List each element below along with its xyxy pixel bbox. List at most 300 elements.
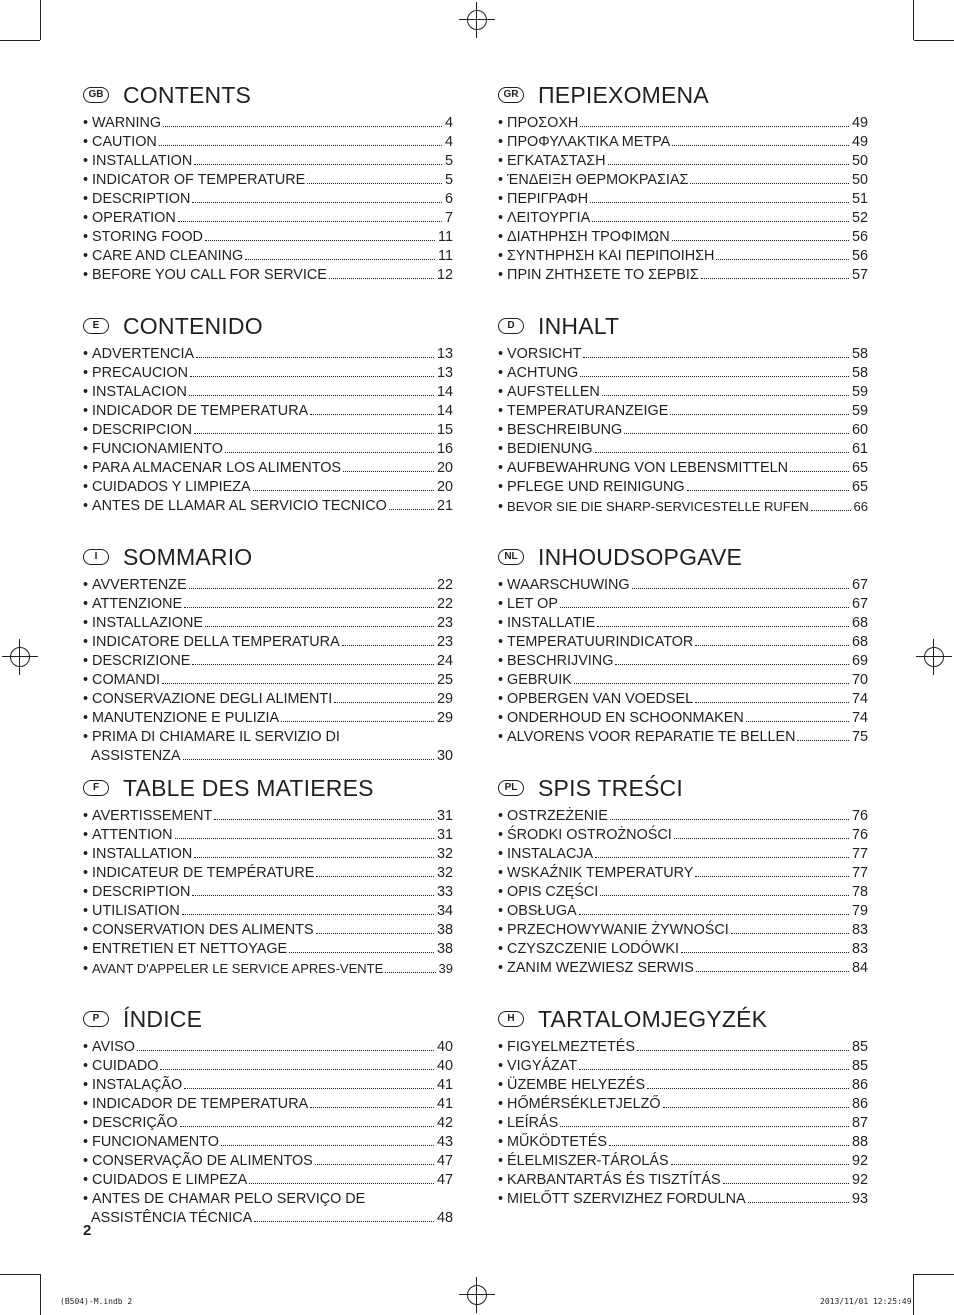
slug-file: (B504)-M.indb 2	[60, 1297, 133, 1306]
entry-page: 38	[436, 941, 453, 957]
bullet: •	[498, 153, 504, 169]
bullet: •	[83, 403, 89, 419]
entry-label: ΠΡΟΦΥΛΑΚΤΙΚΑ ΜΕΤΡΑ	[507, 134, 671, 150]
entry-page: 79	[851, 903, 868, 919]
toc-entry	[498, 902, 868, 921]
dot-leader	[672, 228, 849, 241]
bullet: •	[83, 1096, 89, 1112]
entry-label: ΔΙΑΤΗΡΗΣΗ ΤΡΟΦΙΜΩΝ	[507, 229, 670, 245]
toc-entry	[498, 1076, 868, 1095]
toc-entry	[498, 402, 868, 421]
entry-page: 59	[851, 384, 868, 400]
crop-mark	[913, 0, 914, 40]
toc-entry	[83, 1152, 453, 1171]
toc-section	[498, 311, 868, 536]
bullet: •	[83, 191, 89, 207]
bullet: •	[498, 960, 504, 976]
bullet: •	[498, 210, 504, 226]
entry-label: DESCRIPTION	[92, 884, 191, 900]
toc-column-left	[83, 80, 453, 1235]
entry-page: 65	[851, 460, 868, 476]
dot-leader	[196, 345, 434, 358]
bullet: •	[498, 1153, 504, 1169]
entry-label: ANTES DE CHAMAR PELO SERVIÇO DE	[92, 1191, 366, 1207]
section-header	[498, 1004, 868, 1034]
dot-leader	[580, 364, 849, 377]
dot-leader	[609, 1133, 849, 1146]
entry-label: COMANDI	[92, 672, 161, 688]
entry-page: 83	[851, 941, 868, 957]
bullet: •	[498, 1191, 504, 1207]
dot-leader	[624, 421, 849, 434]
entry-label: INDICADOR DE TEMPERATURA	[92, 1096, 309, 1112]
entry-page: 49	[851, 134, 868, 150]
bullet: •	[83, 267, 89, 283]
dot-leader	[671, 1152, 849, 1165]
dot-leader	[183, 747, 434, 760]
dot-leader	[190, 364, 434, 377]
crop-mark	[914, 40, 954, 41]
dot-leader	[690, 171, 849, 184]
entry-label: OPERATION	[92, 210, 176, 226]
entry-label: DESCRIÇÃO	[92, 1115, 178, 1131]
entry-label: ENTRETIEN ET NETTOYAGE	[92, 941, 288, 957]
toc-entry	[83, 478, 453, 497]
bullet: •	[498, 884, 504, 900]
dot-leader	[696, 959, 849, 972]
bullet: •	[498, 846, 504, 862]
entry-page: 14	[436, 403, 453, 419]
dot-leader	[811, 498, 851, 511]
dot-leader	[595, 845, 849, 858]
toc-entry	[498, 633, 868, 652]
toc-entry	[498, 440, 868, 459]
crop-mark	[914, 1274, 954, 1275]
bullet: •	[498, 460, 504, 476]
toc-entry	[498, 690, 868, 709]
section-header	[83, 542, 453, 572]
toc-entry	[83, 171, 453, 190]
entry-label: INSTALLAZIONE	[92, 615, 203, 631]
language-badge: P	[83, 1011, 109, 1027]
entry-label: ALVORENS VOOR REPARATIE TE BELLEN	[507, 729, 796, 745]
entry-label: PFLEGE UND REINIGUNG	[507, 479, 685, 495]
toc-entry	[83, 709, 453, 728]
bullet: •	[498, 653, 504, 669]
entry-label: MIELŐTT SZERVIZHEZ FORDULNA	[507, 1191, 746, 1207]
entry-page: 74	[851, 691, 868, 707]
bullet: •	[83, 903, 89, 919]
dot-leader	[253, 478, 434, 491]
bullet: •	[83, 729, 89, 745]
bullet: •	[498, 827, 504, 843]
crop-mark	[40, 1274, 41, 1315]
entry-label: WSKAŹNIK TEMPERATURY	[507, 865, 694, 881]
bullet: •	[498, 865, 504, 881]
dot-leader	[178, 209, 442, 222]
entry-label: INSTALACION	[92, 384, 187, 400]
entry-label: BESCHREIBUNG	[507, 422, 623, 438]
bullet: •	[498, 479, 504, 495]
entry-page: 38	[436, 922, 453, 938]
bullet: •	[83, 384, 89, 400]
language-badge: GR	[498, 87, 524, 103]
entry-page: 56	[851, 248, 868, 264]
entry-label: OPIS CZĘŚCI	[507, 884, 599, 900]
bullet: •	[83, 1191, 89, 1207]
entry-label: DESCRIPTION	[92, 191, 191, 207]
dot-leader	[160, 1057, 434, 1070]
bullet: •	[498, 1096, 504, 1112]
toc-entry	[83, 1114, 453, 1133]
entry-page: 20	[436, 479, 453, 495]
toc-entry	[498, 459, 868, 478]
bullet: •	[498, 134, 504, 150]
entry-label: OBSŁUGA	[507, 903, 577, 919]
entry-page: 52	[851, 210, 868, 226]
section-header	[498, 773, 868, 803]
dot-leader	[194, 421, 434, 434]
slug-timestamp: 2013/11/01 12:25:49	[820, 1297, 912, 1306]
entry-label: BESCHRIJVING	[507, 653, 614, 669]
entry-page: 70	[851, 672, 868, 688]
toc-entry	[83, 845, 453, 864]
entry-label: ΕΓΚΑΤΑΣΤΑΣΗ	[507, 153, 606, 169]
toc-entry	[83, 671, 453, 690]
entry-page: 5	[444, 172, 453, 188]
entry-page: 57	[851, 267, 868, 283]
entry-page: 76	[851, 827, 868, 843]
section-header	[498, 542, 868, 572]
bullet: •	[498, 808, 504, 824]
entry-page: 33	[436, 884, 453, 900]
dot-leader	[695, 690, 849, 703]
entry-page: 41	[436, 1077, 453, 1093]
bullet: •	[83, 865, 89, 881]
bullet: •	[83, 460, 89, 476]
toc-entry	[498, 807, 868, 826]
entry-label-continued: ASSISTÊNCIA TÉCNICA	[91, 1210, 253, 1226]
entry-label: CAUTION	[92, 134, 157, 150]
entry-page: 50	[851, 153, 868, 169]
toc-entry	[498, 959, 868, 978]
entry-page: 22	[436, 596, 453, 612]
entry-label: AVANT D'APPELER LE SERVICE APRES-VENTE	[92, 961, 384, 976]
toc-entry	[83, 883, 453, 902]
bullet: •	[498, 1039, 504, 1055]
entry-label: OSTRZEŻENIE	[507, 808, 608, 824]
dot-leader	[723, 1171, 849, 1184]
entry-page: 74	[851, 710, 868, 726]
entry-label: FUNCIONAMIENTO	[92, 441, 223, 457]
entry-label: CUIDADO	[92, 1058, 159, 1074]
entry-label: INSTALLATIE	[507, 615, 596, 631]
entry-label: ONDERHOUD EN SCHOONMAKEN	[507, 710, 744, 726]
dot-leader	[137, 1038, 434, 1051]
entry-label: UTILISATION	[92, 903, 180, 919]
dot-leader	[632, 576, 849, 589]
registration-mark-icon	[459, 1277, 495, 1313]
toc-entry	[498, 1152, 868, 1171]
entry-page: 13	[436, 346, 453, 362]
dot-leader	[192, 190, 442, 203]
toc-column-right	[498, 80, 868, 1235]
bullet: •	[498, 577, 504, 593]
toc-entry	[83, 1171, 453, 1190]
dot-leader	[334, 690, 434, 703]
entry-label: BEVOR SIE DIE SHARP-SERVICESTELLE RUFEN	[507, 499, 809, 514]
dot-leader	[579, 902, 849, 915]
entry-page: 21	[436, 498, 453, 514]
bullet: •	[83, 422, 89, 438]
language-badge: F	[83, 780, 109, 796]
toc-entry	[83, 1076, 453, 1095]
dot-leader	[316, 921, 434, 934]
dot-leader	[310, 1095, 434, 1108]
toc-section	[83, 1004, 453, 1229]
toc-section	[498, 80, 868, 305]
bullet: •	[498, 441, 504, 457]
entry-label: DESCRIZIONE	[92, 653, 191, 669]
toc-entry	[498, 921, 868, 940]
section-header	[498, 80, 868, 110]
bullet: •	[83, 210, 89, 226]
section-title: SOMMARIO	[123, 543, 253, 570]
entry-page: 14	[436, 384, 453, 400]
toc-entry	[83, 190, 453, 209]
dot-leader	[597, 614, 849, 627]
language-badge: I	[83, 549, 109, 565]
dot-leader	[315, 1152, 434, 1165]
dot-leader	[580, 114, 849, 127]
entry-page: 15	[436, 422, 453, 438]
entry-page: 7	[444, 210, 453, 226]
bullet: •	[498, 403, 504, 419]
toc-entry	[498, 576, 868, 595]
toc-entry	[498, 709, 868, 728]
entry-page: 77	[851, 846, 868, 862]
toc-entry	[498, 171, 868, 190]
toc-entry	[83, 228, 453, 247]
entry-label: ATTENZIONE	[92, 596, 183, 612]
toc-entry	[498, 228, 868, 247]
language-badge: H	[498, 1011, 524, 1027]
toc-entry	[83, 1038, 453, 1057]
entry-page: 65	[851, 479, 868, 495]
bullet: •	[83, 1134, 89, 1150]
toc-entry	[83, 440, 453, 459]
entry-label: CONSERVATION DES ALIMENTS	[92, 922, 314, 938]
registration-mark-icon	[916, 639, 952, 675]
bullet: •	[498, 634, 504, 650]
bullet: •	[83, 479, 89, 495]
bullet: •	[498, 1077, 504, 1093]
entry-page: 34	[436, 903, 453, 919]
dot-leader	[225, 440, 434, 453]
entry-page: 59	[851, 403, 868, 419]
language-badge: D	[498, 318, 524, 334]
bullet: •	[83, 653, 89, 669]
entry-label: TEMPERATUURINDICATOR	[507, 634, 694, 650]
dot-leader	[162, 671, 434, 684]
toc-entry	[498, 1114, 868, 1133]
toc-entry	[498, 652, 868, 671]
entry-label: MANUTENZIONE E PULIZIA	[92, 710, 280, 726]
bullet: •	[83, 441, 89, 457]
dot-leader	[615, 652, 849, 665]
entry-label: STORING FOOD	[92, 229, 203, 245]
entry-label: AVISO	[92, 1039, 135, 1055]
section-title: INHOUDSOPGAVE	[538, 543, 743, 570]
dot-leader	[343, 459, 434, 472]
bullet: •	[83, 827, 89, 843]
toc-entry	[498, 1038, 868, 1057]
entry-label: LET OP	[507, 596, 558, 612]
dot-leader	[579, 1057, 849, 1070]
toc-entry	[83, 459, 453, 478]
toc-entry	[83, 959, 453, 978]
bullet: •	[83, 346, 89, 362]
page-number: 2	[83, 1222, 92, 1239]
language-badge: E	[83, 318, 109, 334]
toc-section	[83, 773, 453, 998]
entry-page: 23	[436, 615, 453, 631]
bullet: •	[83, 498, 89, 514]
dot-leader	[746, 709, 849, 722]
toc-entry	[83, 595, 453, 614]
dot-leader	[701, 266, 849, 279]
entry-label: OPBERGEN VAN VOEDSEL	[507, 691, 694, 707]
toc-entry	[83, 133, 453, 152]
dot-leader	[329, 266, 434, 279]
bullet: •	[83, 229, 89, 245]
bullet: •	[498, 115, 504, 131]
entry-label: CARE AND CLEANING	[92, 248, 244, 264]
toc-section	[83, 311, 453, 536]
dot-leader	[245, 247, 435, 260]
toc-entry	[83, 940, 453, 959]
bullet: •	[83, 922, 89, 938]
entry-page: 20	[436, 460, 453, 476]
entry-label: INDICATEUR DE TEMPÉRATURE	[92, 865, 315, 881]
bullet: •	[83, 941, 89, 957]
toc-entry	[83, 402, 453, 421]
entry-label: VORSICHT	[507, 346, 582, 362]
entry-page: 12	[436, 267, 453, 283]
dot-leader	[184, 1076, 434, 1089]
entry-label: AVVERTENZE	[92, 577, 187, 593]
dot-leader	[583, 345, 849, 358]
toc-entry	[83, 152, 453, 171]
toc-entry	[83, 690, 453, 709]
entry-label: CUIDADOS E LIMPEZA	[92, 1172, 248, 1188]
entry-label: ΠΡΙΝ ΖΗΤΗΣΕΤΕ ΤΟ ΣΕΡΒΙΣ	[507, 267, 699, 283]
language-badge: GB	[83, 87, 109, 103]
entry-page: 86	[851, 1096, 868, 1112]
entry-page: 23	[436, 634, 453, 650]
dot-leader	[194, 845, 434, 858]
toc-section	[498, 1004, 868, 1229]
entry-page: 75	[851, 729, 868, 745]
section-title: CONTENIDO	[123, 312, 263, 339]
entry-label: GEBRUIK	[507, 672, 572, 688]
toc-entry	[498, 1095, 868, 1114]
entry-page: 25	[436, 672, 453, 688]
entry-page: 67	[851, 577, 868, 593]
entry-label: INSTALAÇÃO	[92, 1077, 183, 1093]
entry-page: 40	[436, 1058, 453, 1074]
toc-entry	[83, 114, 453, 133]
dot-leader	[310, 402, 434, 415]
toc-section	[83, 542, 453, 767]
entry-page: 66	[853, 499, 868, 514]
bullet: •	[83, 884, 89, 900]
dot-leader	[670, 402, 849, 415]
section-title: ÍNDICE	[123, 1005, 203, 1032]
toc-entry	[498, 728, 868, 747]
entry-page: 56	[851, 229, 868, 245]
toc-entry	[83, 364, 453, 383]
toc-entry	[498, 421, 868, 440]
entry-label: CZYSZCZENIE LODÓWKI	[507, 941, 679, 957]
toc-entry	[83, 1057, 453, 1076]
dot-leader	[254, 1209, 434, 1222]
toc-entry	[83, 266, 453, 285]
toc-entry	[83, 1095, 453, 1114]
toc-entry	[498, 152, 868, 171]
entry-page: 60	[851, 422, 868, 438]
entry-page: 39	[438, 961, 453, 976]
bullet: •	[498, 267, 504, 283]
entry-page: 4	[444, 115, 453, 131]
dot-leader	[560, 595, 849, 608]
entry-label: ÜZEMBE HELYEZÉS	[507, 1077, 646, 1093]
dot-leader	[182, 902, 434, 915]
section-title: CONTENTS	[123, 81, 252, 108]
dot-leader	[281, 709, 434, 722]
entry-label: TEMPERATURANZEIGE	[507, 403, 669, 419]
entry-page: 68	[851, 634, 868, 650]
entry-page: 40	[436, 1039, 453, 1055]
entry-label-continued: ASSISTENZA	[91, 748, 181, 764]
crop-mark	[0, 1274, 40, 1275]
dot-leader	[602, 383, 849, 396]
section-header	[83, 311, 453, 341]
bullet: •	[498, 941, 504, 957]
toc-entry	[83, 383, 453, 402]
dot-leader	[192, 652, 434, 665]
entry-page: 68	[851, 615, 868, 631]
entry-label: INSTALACJA	[507, 846, 594, 862]
dot-leader	[560, 1114, 849, 1127]
section-title: TABLE DES MATIERES	[123, 774, 374, 801]
toc-entry	[83, 345, 453, 364]
entry-page: 31	[436, 808, 453, 824]
entry-page: 92	[851, 1153, 868, 1169]
dot-leader	[221, 1133, 434, 1146]
entry-page: 4	[444, 134, 453, 150]
toc-section	[498, 542, 868, 767]
bullet: •	[498, 1172, 504, 1188]
entry-page: 85	[851, 1039, 868, 1055]
bullet: •	[498, 922, 504, 938]
entry-label: AUFBEWAHRUNG VON LEBENSMITTELN	[507, 460, 788, 476]
dot-leader	[731, 921, 849, 934]
entry-page: 49	[851, 115, 868, 131]
dot-leader	[194, 152, 442, 165]
dot-leader	[600, 883, 849, 896]
entry-page: 83	[851, 922, 868, 938]
